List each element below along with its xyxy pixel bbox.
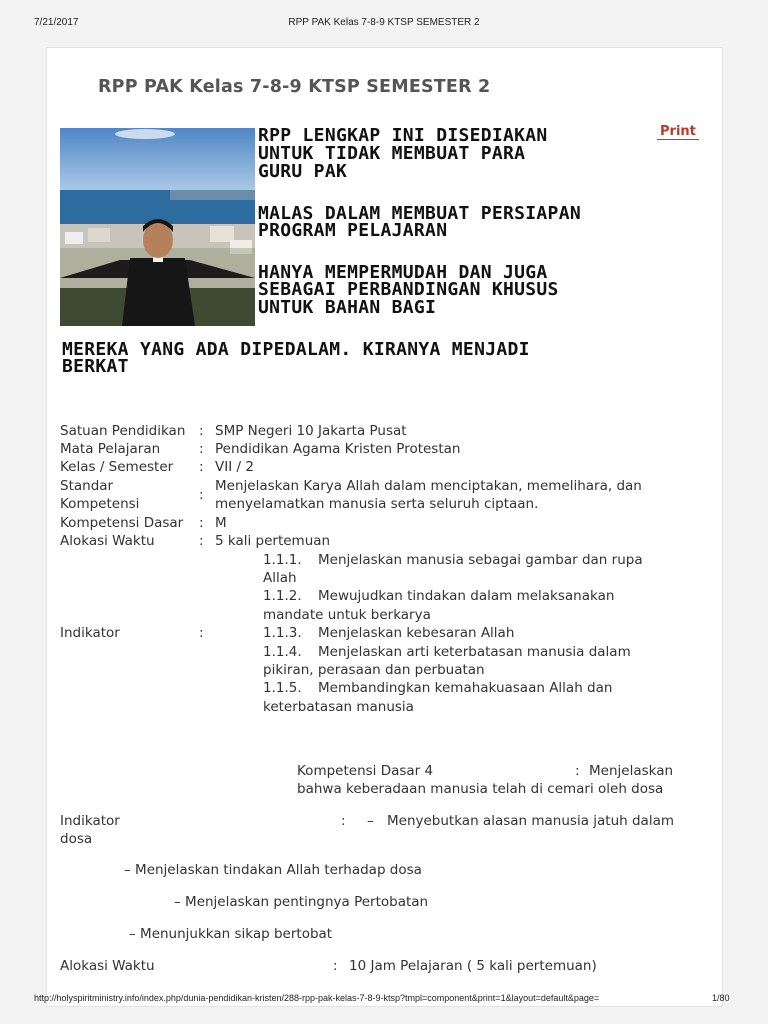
kd4-value: Menjelaskan	[589, 763, 674, 779]
page-number: 1/80	[712, 993, 730, 1003]
indicator-text: Allah	[263, 570, 297, 586]
indicator-text: Menyebutkan alasan manusia jatuh dalam	[387, 813, 674, 829]
print-header-title: RPP PAK Kelas 7-8-9 KTSP SEMESTER 2	[288, 17, 480, 28]
indicator-text: Menjelaskan arti keterbatasan manusia dalam	[318, 644, 631, 660]
headline-line: BERKAT	[62, 356, 129, 377]
indikator-label: Indikator	[60, 625, 120, 641]
indikator-label: Indikator	[60, 813, 120, 829]
info-label: Kelas / Semester	[60, 459, 174, 475]
info-sep: :	[199, 533, 204, 549]
indicator-text: mandate untuk berkarya	[263, 607, 431, 623]
info-label: Alokasi Waktu	[60, 958, 155, 974]
info-sep: :	[199, 423, 204, 439]
info-label: Kompetensi	[60, 496, 140, 512]
bullet-item: – Menunjukkan sikap bertobat	[129, 926, 333, 942]
indicator-text: Mewujudkan tindakan dalam melaksanakan	[318, 588, 615, 604]
info-sep: :	[341, 813, 346, 829]
indicator-text: pikiran, perasaan dan perbuatan	[263, 662, 485, 678]
print-footer-url: http://holyspiritministry.info/index.php/dunia-pendidikan-kristen/288-rpp-pak-kelas-7-8-9-ktsp?tmpl=component&print=1&layout=default&page=	[34, 993, 600, 1003]
article-title: RPP PAK Kelas 7-8-9 KTSP SEMESTER 2	[98, 77, 491, 97]
indicator-number: 1.1.4.	[263, 644, 302, 660]
info-label: Kompetensi Dasar	[60, 515, 184, 531]
headline-line: UNTUK BAHAN BAGI	[258, 297, 437, 318]
info-value: Pendidikan Agama Kristen Protestan	[215, 441, 461, 457]
indicator-text: Membandingkan kemahakuasaan Allah dan	[318, 680, 613, 696]
kd4-value: bahwa keberadaan manusia telah di cemari oleh dosa	[297, 781, 664, 797]
info-label: Satuan Pendidikan	[60, 423, 186, 439]
info-label: Alokasi Waktu	[60, 533, 155, 549]
info-label: Standar	[60, 478, 114, 494]
author-photo	[60, 128, 255, 326]
print-date: 7/21/2017	[34, 17, 79, 28]
info-value: 10 Jam Pelajaran ( 5 kali pertemuan)	[349, 958, 597, 974]
headline-line: MEREKA YANG ADA DIPEDALAM. KIRANYA MENJADI	[62, 339, 530, 360]
indicator-number: 1.1.1.	[263, 552, 302, 568]
indicator-number: 1.1.3.	[263, 625, 302, 641]
headline-line: HANYA MEMPERMUDAH DAN JUGA	[258, 262, 548, 283]
headline-line: RPP LENGKAP INI DISEDIAKAN	[258, 125, 548, 146]
indicator-text: dosa	[60, 831, 93, 847]
info-value: SMP Negeri 10 Jakarta Pusat	[215, 423, 407, 439]
indicator-text: Menjelaskan manusia sebagai gambar dan rupa	[318, 552, 643, 568]
info-sep: :	[199, 487, 204, 503]
indicator-text: keterbatasan manusia	[263, 699, 414, 715]
info-value: Menjelaskan Karya Allah dalam menciptakan, memelihara, dan	[215, 478, 642, 494]
bullet-item: – Menjelaskan tindakan Allah terhadap dosa	[124, 862, 422, 878]
headline-line: UNTUK TIDAK MEMBUAT PARA	[258, 143, 526, 164]
headline-line: MALAS DALAM MEMBUAT PERSIAPAN	[258, 203, 581, 224]
headline-line: PROGRAM PELAJARAN	[258, 220, 448, 241]
info-value: M	[215, 515, 227, 531]
headline-line: SEBAGAI PERBANDINGAN KHUSUS	[258, 279, 559, 300]
info-value: VII / 2	[215, 459, 254, 475]
info-sep: :	[575, 763, 580, 779]
info-label: Mata Pelajaran	[60, 441, 161, 457]
indicator-text: Menjelaskan kebesaran Allah	[318, 625, 515, 641]
indicator-number: 1.1.2.	[263, 588, 302, 604]
indicator-number: 1.1.5.	[263, 680, 302, 696]
kd4-label: Kompetensi Dasar 4	[297, 763, 434, 779]
info-value: menyelamatkan manusia serta seluruh ciptaan.	[215, 496, 539, 512]
info-value: 5 kali pertemuan	[215, 533, 331, 549]
info-sep: :	[199, 625, 204, 641]
bullet-dash: –	[367, 813, 374, 829]
print-link[interactable]: Print	[657, 124, 699, 140]
info-sep: :	[333, 958, 338, 974]
headline-line: GURU PAK	[258, 161, 348, 182]
info-sep: :	[199, 515, 204, 531]
info-sep: :	[199, 441, 204, 457]
bullet-item: – Menjelaskan pentingnya Pertobatan	[174, 894, 429, 910]
info-sep: :	[199, 459, 204, 475]
